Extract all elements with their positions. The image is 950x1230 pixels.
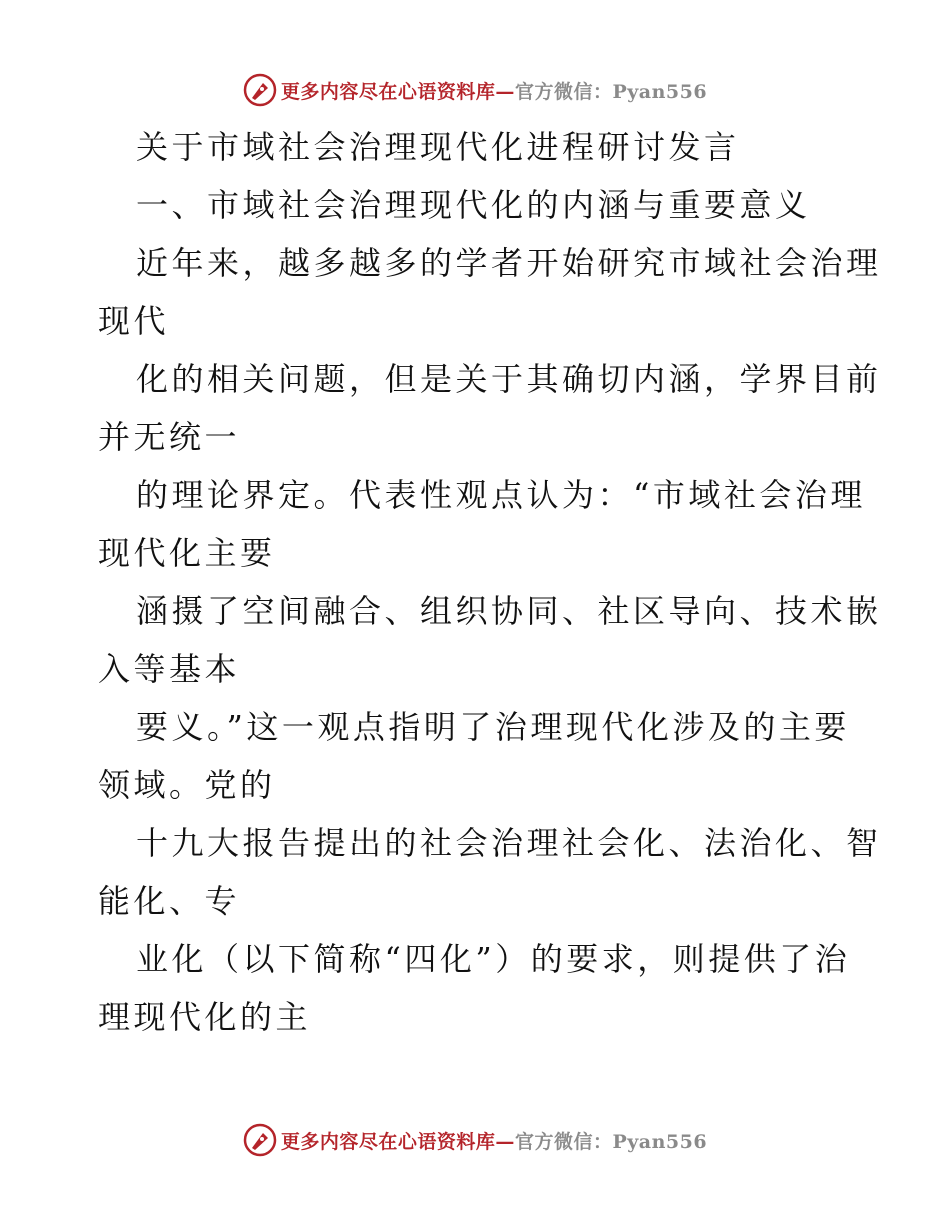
header-banner	[0, 70, 950, 110]
paragraph-line: 现代	[98, 302, 170, 340]
paragraph-line: 理现代化的主	[98, 998, 312, 1036]
footer-banner	[0, 1120, 950, 1160]
paragraph-line: 化的相关问题，但是关于其确切内涵，学界目前	[136, 360, 882, 398]
paragraph-line: 能化、专	[98, 882, 241, 920]
document-body	[98, 118, 882, 1046]
document-title: 关于市域社会治理现代化进程研讨发言	[136, 128, 740, 166]
paragraph-line: 领域。党的	[98, 766, 276, 804]
paragraph-line: 并无统一	[98, 418, 241, 456]
banner-wechat-label: 官方微信：Pyan556	[514, 80, 708, 103]
pen-nib-logo-icon	[243, 1123, 277, 1157]
section-heading: 一、市域社会治理现代化的内涵与重要意义	[136, 186, 811, 224]
paragraph-line: 近年来，越多越多的学者开始研究市域社会治理	[136, 244, 882, 282]
banner-slogan: 更多内容尽在心语资料库—	[280, 80, 515, 103]
paragraph-line: 业化（以下简称“四化”）的要求，则提供了治	[136, 940, 851, 978]
banner-wechat-label: 官方微信：Pyan556	[514, 1130, 708, 1153]
paragraph-line: 涵摄了空间融合、组织协同、社区导向、技术嵌	[136, 592, 882, 630]
pen-nib-logo-icon	[243, 73, 277, 107]
paragraph-line: 要义。”这一观点指明了治理现代化涉及的主要	[136, 708, 850, 746]
paragraph-line: 的理论界定。代表性观点认为：“市域社会治理	[136, 476, 866, 514]
banner-text	[281, 1127, 707, 1154]
paragraph-line: 现代化主要	[98, 534, 276, 572]
banner-text	[281, 77, 707, 104]
banner-slogan: 更多内容尽在心语资料库—	[280, 1130, 515, 1153]
paragraph-line: 入等基本	[98, 650, 241, 688]
paragraph-line: 十九大报告提出的社会治理社会化、法治化、智	[136, 824, 882, 862]
